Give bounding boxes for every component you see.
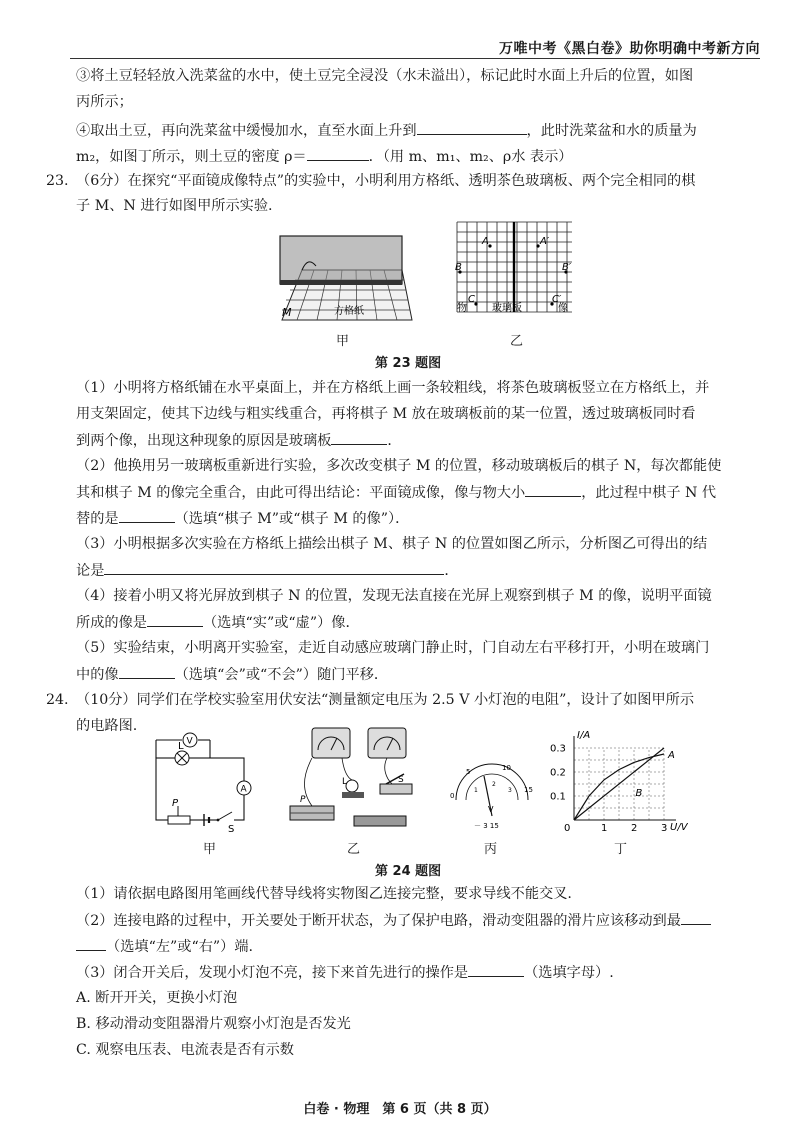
- q23-p2-text-c: 替的是: [76, 511, 119, 527]
- q24-figure-caption: 第 24 题图: [375, 864, 442, 879]
- q22-step4-line1: [76, 120, 697, 141]
- q24-figure-bing: [448, 762, 536, 834]
- q24-option-b: B. 移动滑动变阻器滑片观察小灯泡是否发光: [76, 1016, 351, 1032]
- q23-p5-line1: （5）实验结束，小明离开实验室，走近自动感应玻璃门静止时，门自动左右平移打开，小明在玻璃门: [76, 640, 710, 656]
- x-tick-label: 0: [564, 823, 571, 834]
- header-rule: [70, 58, 760, 59]
- q24-p1: （1）请依据电路图用笔画线代替导线将实物图乙连接完整，要求导线不能交叉.: [76, 886, 572, 902]
- q22-step4-line2: [76, 146, 573, 167]
- yi-label-A2: A′: [540, 236, 550, 247]
- q23-p3-end: ．: [444, 563, 459, 579]
- meter-inner-3: 3: [508, 787, 512, 794]
- q22-step4-text-b: ，此时洗菜盆和水的质量为: [526, 123, 697, 139]
- answer-blank[interactable]: [331, 430, 387, 445]
- yi-label-A: A: [482, 236, 489, 247]
- q23-p4-line2: [76, 612, 360, 633]
- y-tick-label: 0.2: [550, 767, 566, 779]
- y-axis-label: I/A: [577, 730, 591, 741]
- meter-inner-2: 2: [492, 781, 496, 788]
- q23-p2-line2: [76, 482, 716, 503]
- q23-p5-text: 中的像: [76, 667, 119, 683]
- meter-tick-5: 5: [466, 768, 471, 776]
- answer-blank[interactable]: [307, 146, 369, 161]
- yi-label-image: 像: [558, 303, 568, 314]
- circuit-label-S: S: [228, 824, 235, 834]
- q22-step4-text-a: ④取出土豆，再向洗菜盆中缓慢加水，直至水面上升到: [76, 123, 417, 139]
- q23-p1-end: ．: [387, 433, 402, 449]
- answer-blank[interactable]: [104, 560, 444, 575]
- q24-fig-label-jia: 甲: [203, 842, 217, 857]
- answer-blank[interactable]: [417, 120, 527, 135]
- q24-option-c: C. 观察电压表、电流表是否有示数: [76, 1042, 294, 1058]
- yi-label-B2: B′: [562, 262, 572, 273]
- q22-step3-line1: ③将土豆轻轻放入洗菜盆的水中，使土豆完全浸没（水未溢出），标记此时水面上升后的位置，如图: [76, 68, 694, 84]
- answer-blank[interactable]: [681, 910, 711, 925]
- q23-p2-text-b: ，此过程中棋子 N 代: [581, 485, 717, 501]
- answer-blank[interactable]: [468, 962, 524, 977]
- jia-label-grid: 方格纸: [334, 306, 364, 317]
- circuit-label-V: V: [186, 736, 193, 747]
- x-tick-label: 3: [661, 823, 668, 834]
- q24-p3-end: （选填字母）.: [524, 965, 614, 981]
- q23-p2-line3: [76, 508, 409, 529]
- q23-p5-line2: [76, 664, 388, 685]
- y-tick-label: 0.3: [550, 743, 566, 755]
- x-tick-label: 1: [601, 823, 608, 834]
- q24-figure-ding-chart: [548, 728, 688, 834]
- q23-p2-text-a: 其和棋子 M 的像完全重合，由此可得出结论：平面镜成像，像与物大小: [76, 485, 526, 501]
- q24-p2-text: （2）连接电路的过程中，开关要处于断开状态，为了保护电路，滑动变阻器的滑片应该移动到最: [76, 913, 681, 929]
- q24-intro-line2: 的电路图.: [76, 718, 138, 734]
- q24-fig-label-bing: 丙: [484, 842, 498, 857]
- jia-label-M: M: [282, 306, 292, 319]
- apparatus-label-S: S: [398, 775, 404, 785]
- q22-step4-text-c: m₂，如图丁所示，则土豆的密度 ρ＝: [76, 149, 307, 165]
- q23-figure-jia: [262, 230, 422, 330]
- answer-blank[interactable]: [119, 508, 175, 523]
- q23-p1-text: 到两个像，出现这种现象的原因是玻璃板: [76, 433, 332, 449]
- q24-number: 24.: [46, 692, 69, 708]
- q23-p3-line1: （3）小明根据多次实验在方格纸上描绘出棋子 M、棋子 N 的位置如图乙所示，分析图乙可得出的结: [76, 536, 708, 552]
- yi-label-object: 物: [457, 303, 467, 314]
- q23-p3-text: 论是: [76, 563, 105, 579]
- q24-fig-label-ding: 丁: [614, 842, 628, 857]
- q24-figure-yi: [282, 722, 442, 834]
- q23-p1-line2: 用支架固定，使其下边线与粗实线重合，再将棋子 M 放在玻璃板前的某一位置，透过玻璃板同时看: [76, 406, 696, 422]
- q24-p2-line2: [76, 936, 253, 957]
- q24-p2-end: （选填“左”或“右”）端.: [106, 939, 254, 955]
- q23-p1-line3: [76, 430, 402, 451]
- q23-p2-line1: （2）他换用另一玻璃板重新进行实验，多次改变棋子 M 的位置，移动玻璃板后的棋子 N，每次都能使: [76, 458, 722, 474]
- yi-label-C2: C′: [552, 294, 562, 305]
- q23-intro-line1: （6分）在探究“平面镜成像特点”的实验中，小明利用方格纸、透明茶色玻璃板、两个完全相同的棋: [76, 173, 696, 189]
- meter-terminals: － 3 15: [474, 822, 499, 830]
- answer-blank[interactable]: [119, 664, 175, 679]
- q23-intro-line2: 子 M、N 进行如图甲所示实验.: [76, 198, 273, 214]
- q22-step4-text-d: ．（用 m、m₁、m₂、ρ水 表示）: [368, 149, 573, 165]
- q23-p4-line1: （4）接着小明又将光屏放到棋子 N 的位置，发现无法直接在光屏上观察到棋子 M 的像，说明平面镜: [76, 588, 712, 604]
- q23-p4-end: （选填“实”或“虚”）像．: [202, 615, 360, 631]
- apparatus-label-L: L: [342, 777, 348, 787]
- q24-intro-line1: （10分）同学们在学校实验室用伏安法“测量额定电压为 2.5 V 小灯泡的电阻”，设计了如图甲所示: [76, 692, 695, 708]
- q23-p1-line1: （1）小明将方格纸铺在水平桌面上，并在方格纸上画一条较粗线，将茶色玻璃板竖立在方格纸上，并: [76, 380, 710, 396]
- meter-unit-V: V: [488, 805, 494, 814]
- circuit-label-P: P: [172, 798, 179, 809]
- page-header: 万唯中考《黑白卷》助你明确中考新方向: [499, 41, 760, 57]
- meter-inner-1: 1: [474, 787, 478, 794]
- answer-blank[interactable]: [76, 936, 106, 951]
- q23-figure-yi: [452, 218, 578, 324]
- q23-fig-label-jia: 甲: [336, 334, 350, 349]
- page-footer: 白卷 · 物理 第 6 页（共 8 页）: [303, 1102, 497, 1117]
- y-tick-label: 0.1: [550, 791, 566, 803]
- q24-p3: [76, 962, 614, 983]
- series-label-B: B: [635, 788, 643, 799]
- circuit-label-A: A: [240, 784, 247, 795]
- q24-option-a: A. 断开开关，更换小灯泡: [76, 990, 238, 1006]
- x-axis-label: U/V: [670, 822, 688, 833]
- q22-step3-line2: 丙所示；: [76, 94, 133, 110]
- answer-blank[interactable]: [525, 482, 581, 497]
- q24-p2-line1: [76, 910, 711, 931]
- circuit-label-L: L: [178, 741, 184, 752]
- q23-fig-label-yi: 乙: [510, 334, 524, 349]
- apparatus-label-P: P: [300, 795, 306, 805]
- yi-label-C: C: [468, 294, 475, 305]
- q23-p5-end: （选填“会”或“不会”）随门平移．: [174, 667, 389, 683]
- yi-label-B: B: [455, 262, 462, 273]
- meter-tick-10: 10: [502, 764, 511, 772]
- q24-fig-label-yi: 乙: [347, 842, 361, 857]
- q24-figure-jia: [148, 730, 266, 834]
- q23-p4-text: 所成的像是: [76, 615, 147, 631]
- q24-p3-text: （3）闭合开关后，发现小灯泡不亮，接下来首先进行的操作是: [76, 965, 469, 981]
- q23-figure-caption: 第 23 题图: [375, 356, 442, 371]
- answer-blank[interactable]: [147, 612, 203, 627]
- meter-tick-15: 15: [524, 786, 533, 794]
- q23-p3-line2: [76, 560, 459, 581]
- q23-number: 23.: [46, 173, 69, 189]
- x-tick-label: 2: [631, 823, 638, 834]
- yi-label-glass: 玻璃板: [492, 303, 522, 314]
- q23-p2-text-d: （选填“棋子 M”或“棋子 M 的像”）．: [174, 511, 410, 527]
- series-label-A: A: [668, 750, 675, 761]
- meter-tick-0: 0: [450, 792, 455, 800]
